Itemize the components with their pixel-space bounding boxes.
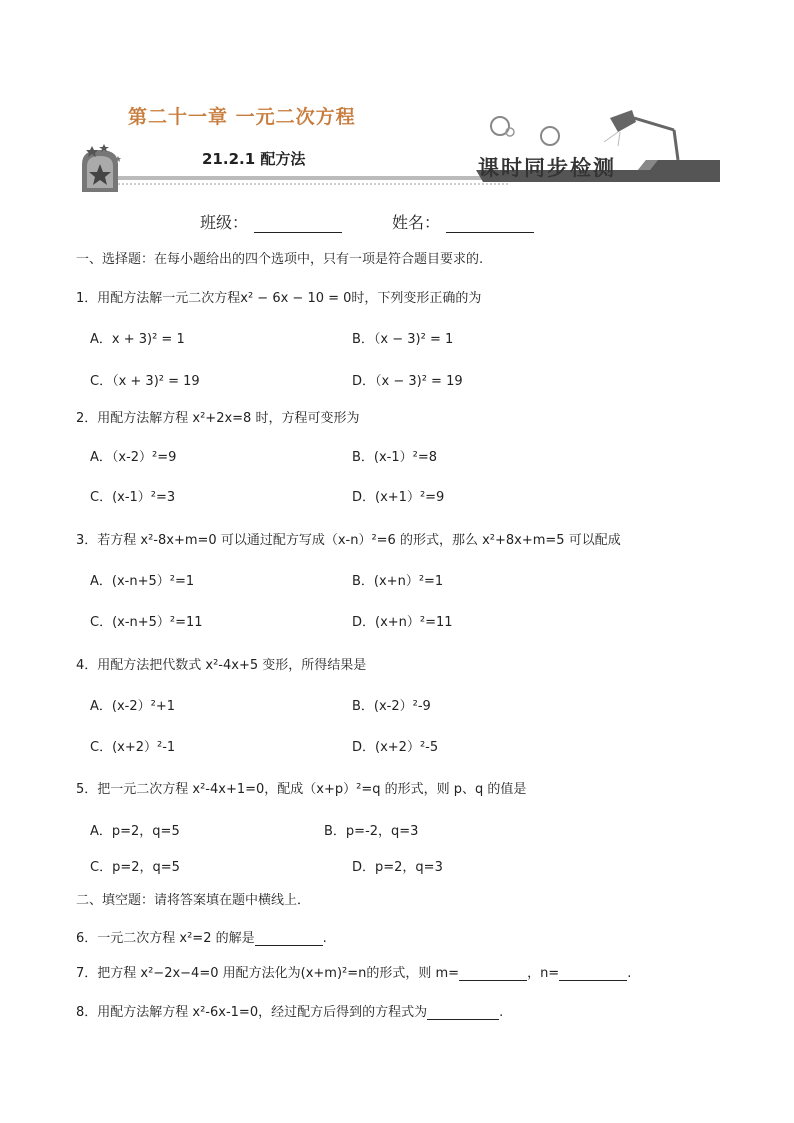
q5-option-d: D．p=2，q=3 — [352, 860, 443, 875]
q6-end: . — [322, 931, 327, 946]
q8-answer-blank[interactable] — [427, 1006, 499, 1020]
q4-option-d: D．(x+2）²-5 — [352, 740, 439, 755]
q3-option-b: B．(x+n）²=1 — [352, 574, 444, 589]
q1-option-c: C．（x + 3)² = 19 — [90, 374, 200, 389]
q4-option-c: C．(x+2）²-1 — [90, 740, 176, 755]
q4-option-a: A．(x-2）²+1 — [90, 699, 175, 714]
q2-option-a: A．（x-2）²=9 — [90, 450, 177, 465]
question-5: 5．把一元二次方程 x²-4x+1=0，配成（x+p）²=q 的形式，则 p、q 的值是 — [76, 782, 527, 797]
q1-option-d: D．（x − 3)² = 19 — [352, 374, 463, 389]
star-badge-icon — [82, 144, 121, 192]
part1-heading: 一、选择题：在每小题给出的四个选项中，只有一项是符合题目要求的. — [76, 252, 484, 267]
banner-title: 课时同步检测 — [478, 156, 616, 180]
q8-stem: 8．用配方法解方程 x²-6x-1=0，经过配方后得到的方程式为 — [76, 1005, 428, 1020]
q2-option-b: B．(x-1）²=8 — [352, 450, 438, 465]
name-blank[interactable] — [446, 216, 534, 233]
question-4: 4．用配方法把代数式 x²-4x+5 变形，所得结果是 — [76, 658, 367, 673]
question-6 — [76, 927, 327, 946]
name-label: 姓名： — [392, 213, 441, 232]
question-3: 3．若方程 x²-8x+m=0 可以通过配方写成（x-n）²=6 的形式，那么 x²+8x+m=5 可以配成 — [76, 533, 621, 548]
section-title: 21.2.1 配方法 — [202, 150, 306, 168]
q5-option-b: B．p=-2，q=3 — [324, 824, 419, 839]
q7-stem: 7．把方程 x²−2x−4=0 用配方法化为(x+m)²=n的形式，则 m= — [76, 966, 460, 981]
q6-stem: 6．一元二次方程 x²=2 的解是 — [76, 931, 255, 946]
q8-end: . — [499, 1005, 504, 1020]
q7-mid: ，n= — [527, 966, 560, 981]
q7-m-blank[interactable] — [459, 967, 527, 981]
q3-option-c: C．(x-n+5）²=11 — [90, 615, 203, 630]
q5-option-c: C．p=2，q=5 — [90, 860, 180, 875]
name-field — [392, 210, 534, 233]
q4-option-b: B．(x-2）²-9 — [352, 699, 431, 714]
q1-option-b: B．（x − 3)² = 1 — [352, 332, 454, 347]
question-7 — [76, 962, 631, 981]
class-blank[interactable] — [254, 216, 342, 233]
q1-option-a: A．x + 3)² = 1 — [90, 332, 185, 347]
question-2: 2．用配方法解方程 x²+2x=8 时，方程可变形为 — [76, 411, 360, 426]
q3-option-d: D．(x+n）²=11 — [352, 615, 453, 630]
chapter-title: 第二十一章 一元二次方程 — [128, 106, 356, 128]
question-8 — [76, 1001, 503, 1020]
q5-option-a: A．p=2，q=5 — [90, 824, 180, 839]
q7-end: . — [627, 966, 632, 981]
class-field — [200, 210, 342, 233]
q2-option-d: D．(x+1）²=9 — [352, 490, 445, 505]
q3-option-a: A．(x-n+5）²=1 — [90, 574, 195, 589]
class-label: 班级： — [200, 213, 249, 232]
q7-n-blank[interactable] — [559, 967, 627, 981]
question-1: 1．用配方法解一元二次方程x² − 6x − 10 = 0时，下列变形正确的为 — [76, 291, 482, 306]
part2-heading: 二、填空题：请将答案填在题中横线上． — [76, 893, 311, 908]
q6-answer-blank[interactable] — [255, 932, 323, 946]
q2-option-c: C．(x-1）²=3 — [90, 490, 176, 505]
